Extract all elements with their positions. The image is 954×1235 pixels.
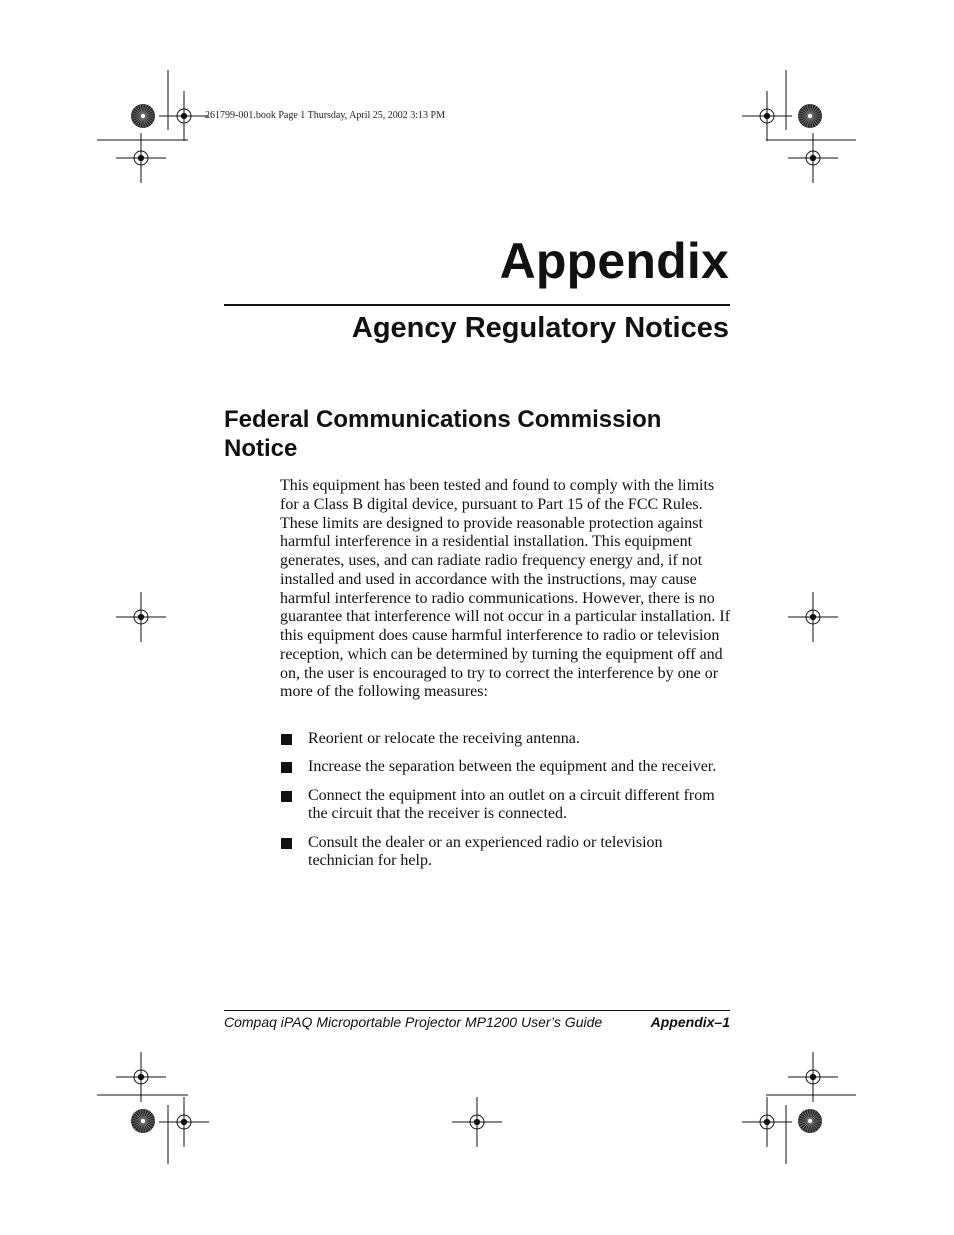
footer-page-number: Appendix–1 [650,1014,730,1030]
footer-rule [224,1010,730,1011]
list-item-text: Reorient or relocate the receiving antenna. [308,730,580,747]
square-bullet-icon [281,734,292,745]
starburst-center [141,114,145,118]
starburst-center [808,1119,812,1123]
list-item [280,787,732,825]
starburst-center [141,1119,145,1123]
square-bullet-icon [281,762,292,773]
list-item [280,834,732,872]
list-item-text: Connect the equipment into an outlet on a circuit different from the circuit that the receiver is connected. [308,786,715,823]
list-item-text: Increase the separation between the equipment and the receiver. [308,758,717,776]
starburst-center [808,114,812,118]
print-slug: 261799-001.book Page 1 Thursday, April 25, 2002 3:13 PM [205,110,445,121]
square-bullet-icon [281,791,292,802]
appendix-heading: Appendix [499,233,729,289]
title-rule [224,304,730,306]
footer-book-title: Compaq iPAQ Microportable Projector MP1200 User’s Guide [224,1014,603,1030]
body-paragraph: This equipment has been tested and found to comply with the limits for a Class B digital device, pursuant to Part 15 of the FCC Rules. These limits are designed to provide reasonable protection against harmful interference in a residential installation. This equipment generates, uses, and can radiate radio frequency energy and, if not installed and used in accordance with the instructions, may cause harmful interference to radio communications. However, there is no guarantee that interference will not occur in a particular installation. If this equipment does cause harmful interference to radio or television reception, which can be determined by turning the equipment off and on, the user is encouraged to try to correct the interference by one or more of the following measures: [280,477,731,701]
list-item-text: Consult the dealer or an experienced radio or television technician for help. [308,833,663,870]
measures-list [280,730,732,881]
chapter-title: Agency Regulatory Notices [351,312,729,344]
list-item [280,730,732,749]
square-bullet-icon [281,838,292,849]
section-heading: Federal Communications Commission Notice [224,406,662,462]
list-item [280,758,732,777]
